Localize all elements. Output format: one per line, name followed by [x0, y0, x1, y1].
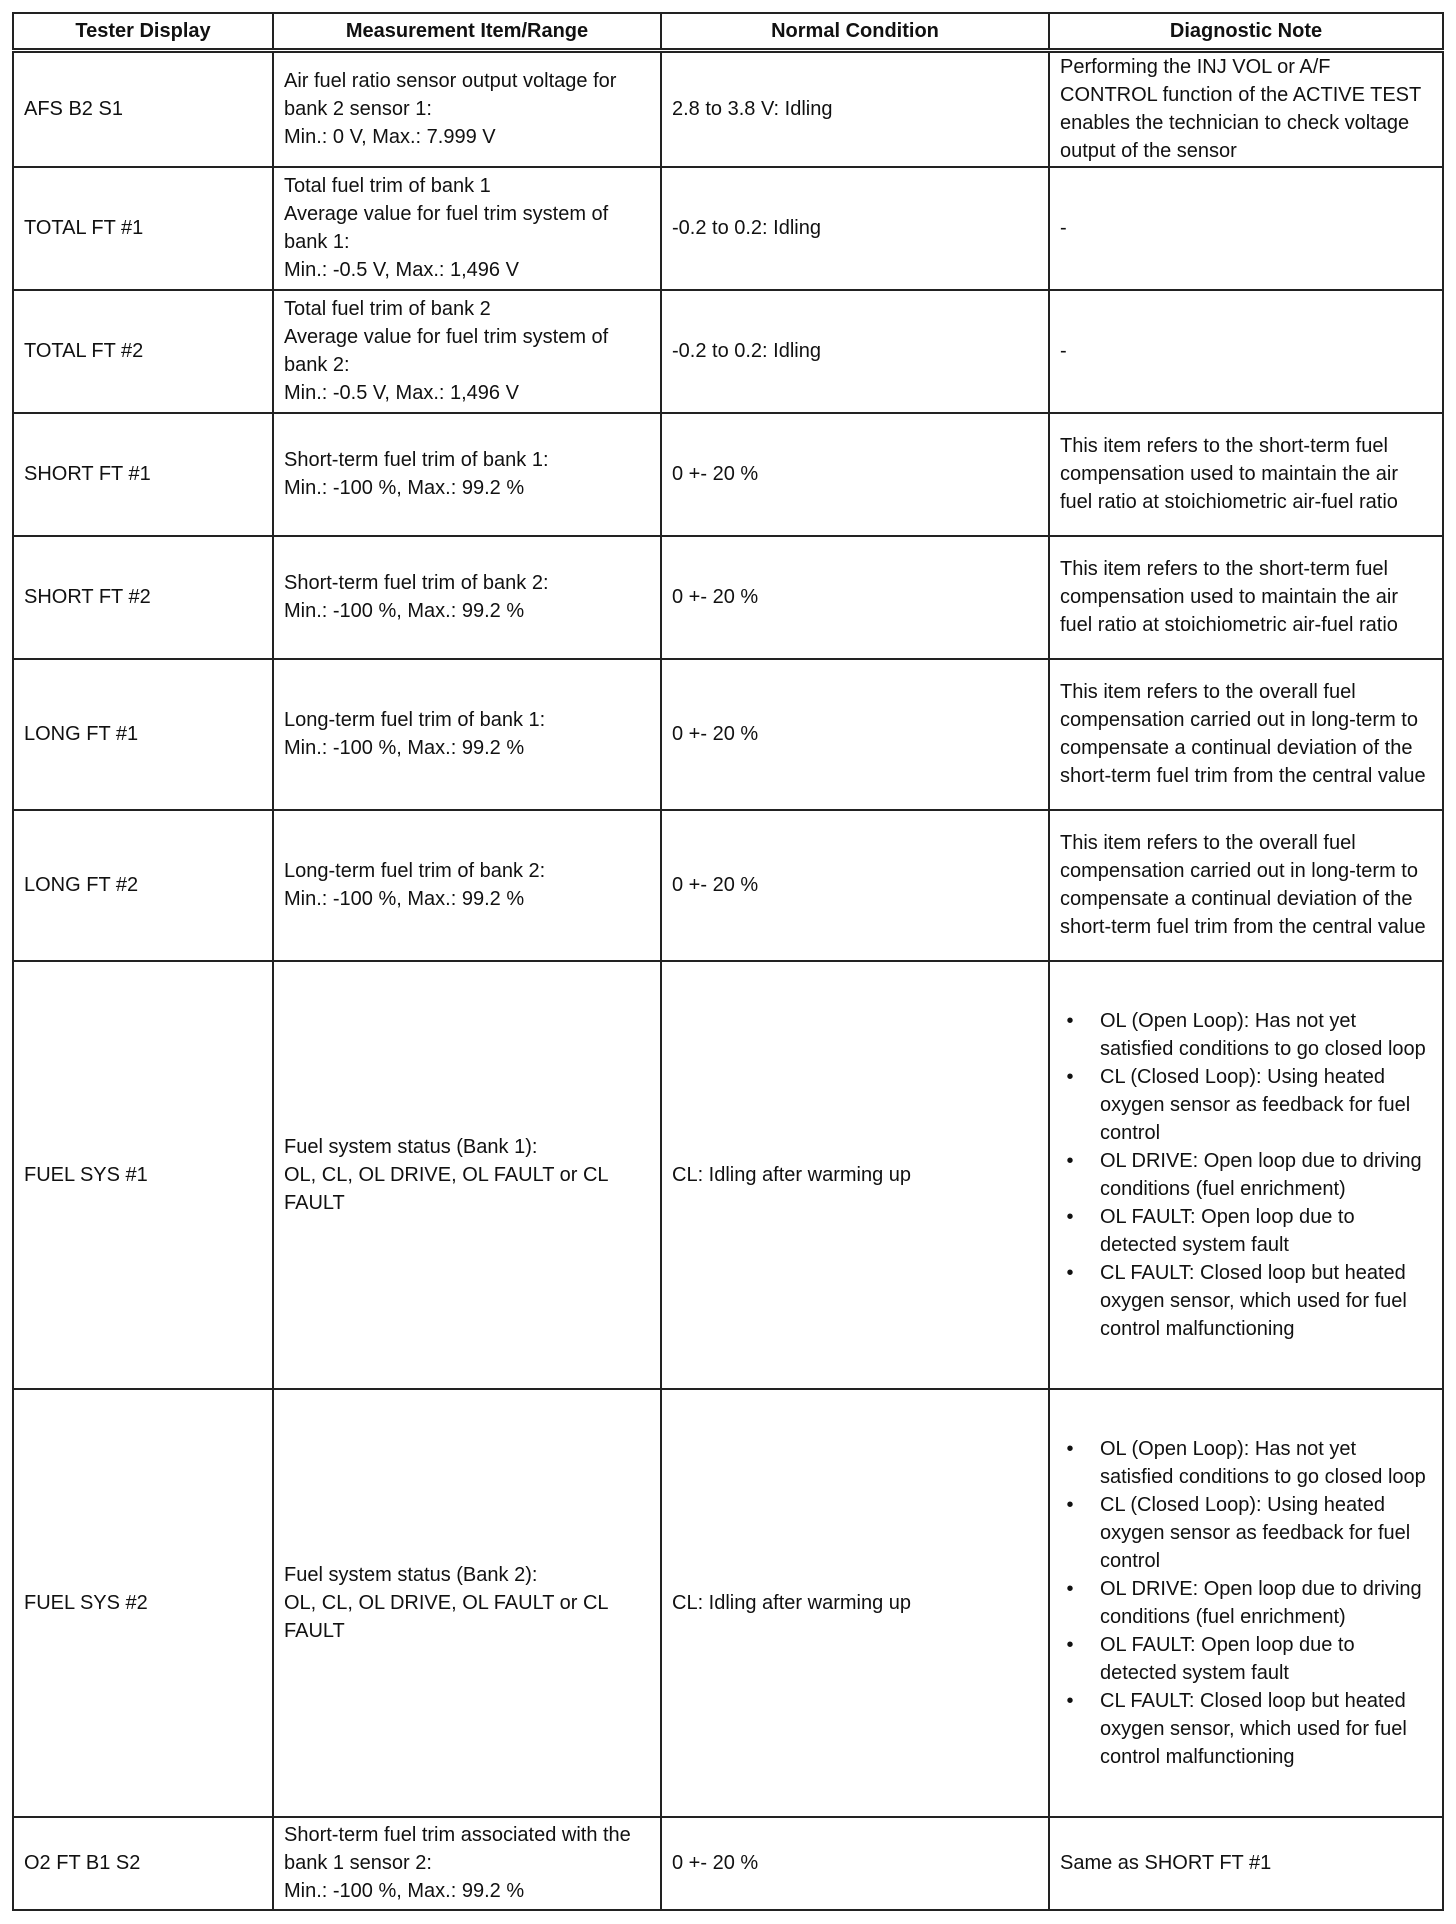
- measurement-line: Min.: -100 %, Max.: 99.2 %: [284, 888, 525, 910]
- measurement-line: Air fuel ratio sensor output voltage for bank 2 sensor 1:: [284, 70, 617, 121]
- measurement-line: Average value for fuel trim system of bank 1:: [284, 203, 609, 253]
- header-row: [13, 13, 1443, 51]
- tester-display-cell: SHORT FT #1: [13, 413, 273, 536]
- bullet-list: [1060, 1435, 1432, 1771]
- normal-condition-cell: -0.2 to 0.2: Idling: [661, 290, 1049, 413]
- bullet-icon: •: [1066, 1437, 1074, 1460]
- bullet-icon: •: [1066, 1493, 1074, 1516]
- list-item: [1060, 1687, 1432, 1771]
- measurement-line: OL, CL, OL DRIVE, OL FAULT or CL FAULT: [284, 1591, 608, 1642]
- bullet-list: [1060, 1007, 1432, 1343]
- normal-condition-cell: 0 +- 20 %: [661, 413, 1049, 536]
- measurement-line: Fuel system status (Bank 1):: [284, 1135, 538, 1158]
- measurement-line: Long-term fuel trim of bank 2:: [284, 860, 546, 882]
- normal-condition-cell: 0 +- 20 %: [661, 659, 1049, 810]
- table-row: [13, 536, 1443, 659]
- normal-condition-cell: CL: Idling after warming up: [661, 961, 1049, 1389]
- measurement-line: Min.: -100 %, Max.: 99.2 %: [284, 1880, 525, 1902]
- measurement-line: Min.: -100 %, Max.: 99.2 %: [284, 737, 525, 759]
- normal-condition-cell: 0 +- 20 %: [661, 810, 1049, 961]
- list-item: [1060, 1435, 1432, 1491]
- table-row: [13, 167, 1443, 290]
- bullet-icon: •: [1066, 1577, 1074, 1600]
- measurement-cell: [273, 290, 661, 413]
- diagnostic-note-cell: -: [1049, 167, 1443, 290]
- measurement-cell: [273, 167, 661, 290]
- tester-display-cell: LONG FT #2: [13, 810, 273, 961]
- list-item: [1060, 1491, 1432, 1575]
- table-row: [13, 1817, 1443, 1910]
- list-item: [1060, 1575, 1432, 1631]
- measurement-line: Short-term fuel trim associated with the bank 1 sensor 2:: [284, 1824, 631, 1874]
- table-row: [13, 290, 1443, 413]
- list-item-text: OL FAULT: Open loop due to detected system fault: [1100, 1633, 1355, 1684]
- list-item: [1060, 1147, 1432, 1203]
- bullet-icon: •: [1066, 1633, 1074, 1656]
- normal-condition-cell: 2.8 to 3.8 V: Idling: [661, 51, 1049, 167]
- measurement-line: Average value for fuel trim system of bank 2:: [284, 326, 609, 376]
- normal-condition-cell: -0.2 to 0.2: Idling: [661, 167, 1049, 290]
- diagnostic-note-cell: Same as SHORT FT #1: [1049, 1817, 1443, 1910]
- table-row: [13, 659, 1443, 810]
- tester-data-table: [12, 12, 1444, 1911]
- header-tester-display: Tester Display: [13, 13, 273, 51]
- list-item-text: CL FAULT: Closed loop but heated oxygen sensor, which used for fuel control malfunctioning: [1100, 1261, 1407, 1340]
- diagnostic-note-cell: This item refers to the overall fuel compensation carried out in long-term to compensate a continual deviation of the short-term fuel trim from the central value: [1049, 659, 1443, 810]
- table-row: [13, 413, 1443, 536]
- measurement-cell: [273, 961, 661, 1389]
- bullet-icon: •: [1066, 1261, 1074, 1284]
- measurement-line: Min.: -0.5 V, Max.: 1,496 V: [284, 259, 519, 281]
- measurement-cell: [273, 51, 661, 167]
- list-item-text: OL FAULT: Open loop due to detected system fault: [1100, 1205, 1355, 1256]
- table-row: [13, 961, 1443, 1389]
- measurement-cell: [273, 536, 661, 659]
- measurement-line: Min.: -100 %, Max.: 99.2 %: [284, 477, 525, 499]
- measurement-line: Total fuel trim of bank 2: [284, 298, 491, 320]
- diagnostic-note-cell: [1049, 1389, 1443, 1817]
- list-item: [1060, 1063, 1432, 1147]
- list-item: [1060, 1259, 1432, 1343]
- bullet-icon: •: [1066, 1065, 1074, 1088]
- list-item: [1060, 1007, 1432, 1063]
- list-item-text: OL (Open Loop): Has not yet satisfied conditions to go closed loop: [1100, 1009, 1426, 1060]
- measurement-cell: [273, 413, 661, 536]
- normal-condition-cell: 0 +- 20 %: [661, 1817, 1049, 1910]
- measurement-cell: [273, 810, 661, 961]
- tester-display-cell: AFS B2 S1: [13, 51, 273, 167]
- header-diagnostic-note: Diagnostic Note: [1049, 13, 1443, 51]
- table-row: [13, 51, 1443, 167]
- tester-display-cell: FUEL SYS #2: [13, 1389, 273, 1817]
- measurement-line: Total fuel trim of bank 1: [284, 175, 491, 197]
- tester-display-cell: TOTAL FT #2: [13, 290, 273, 413]
- bullet-icon: •: [1066, 1689, 1074, 1712]
- measurement-cell: [273, 1817, 661, 1910]
- table-row: [13, 1389, 1443, 1817]
- tester-display-cell: FUEL SYS #1: [13, 961, 273, 1389]
- tester-display-cell: TOTAL FT #1: [13, 167, 273, 290]
- list-item: [1060, 1631, 1432, 1687]
- measurement-line: Min.: -0.5 V, Max.: 1,496 V: [284, 382, 519, 404]
- list-item-text: OL DRIVE: Open loop due to driving conditions (fuel enrichment): [1100, 1149, 1422, 1200]
- list-item-text: CL (Closed Loop): Using heated oxygen sensor as feedback for fuel control: [1100, 1493, 1411, 1572]
- measurement-cell: [273, 659, 661, 810]
- bullet-icon: •: [1066, 1205, 1074, 1228]
- diagnostic-note-cell: [1049, 961, 1443, 1389]
- bullet-icon: •: [1066, 1149, 1074, 1172]
- diagnostic-note-cell: This item refers to the short-term fuel compensation used to maintain the air fuel ratio at stoichiometric air-fuel ratio: [1049, 536, 1443, 659]
- header-measurement: Measurement Item/Range: [273, 13, 661, 51]
- list-item-text: CL FAULT: Closed loop but heated oxygen sensor, which used for fuel control malfunctioning: [1100, 1689, 1407, 1768]
- measurement-line: Min.: 0 V, Max.: 7.999 V: [284, 126, 496, 149]
- list-item-text: CL (Closed Loop): Using heated oxygen sensor as feedback for fuel control: [1100, 1065, 1411, 1144]
- measurement-cell: [273, 1389, 661, 1817]
- header-normal-condition: Normal Condition: [661, 13, 1049, 51]
- diagnostic-note-cell: -: [1049, 290, 1443, 413]
- diagnostic-note-cell: Performing the INJ VOL or A/F CONTROL function of the ACTIVE TEST enables the technician to check voltage output of the sensor: [1049, 51, 1443, 167]
- measurement-line: Short-term fuel trim of bank 2:: [284, 572, 549, 594]
- tester-display-cell: LONG FT #1: [13, 659, 273, 810]
- measurement-line: Min.: -100 %, Max.: 99.2 %: [284, 600, 525, 622]
- measurement-line: Fuel system status (Bank 2):: [284, 1563, 538, 1586]
- normal-condition-cell: CL: Idling after warming up: [661, 1389, 1049, 1817]
- diagnostic-note-cell: This item refers to the overall fuel compensation carried out in long-term to compensate a continual deviation of the short-term fuel trim from the central value: [1049, 810, 1443, 961]
- list-item: [1060, 1203, 1432, 1259]
- bullet-icon: •: [1066, 1009, 1074, 1032]
- list-item-text: OL DRIVE: Open loop due to driving conditions (fuel enrichment): [1100, 1577, 1422, 1628]
- table-row: [13, 810, 1443, 961]
- normal-condition-cell: 0 +- 20 %: [661, 536, 1049, 659]
- diagnostic-note-cell: This item refers to the short-term fuel compensation used to maintain the air fuel ratio at stoichiometric air-fuel ratio: [1049, 413, 1443, 536]
- list-item-text: OL (Open Loop): Has not yet satisfied conditions to go closed loop: [1100, 1437, 1426, 1488]
- tester-display-cell: O2 FT B1 S2: [13, 1817, 273, 1910]
- measurement-line: Short-term fuel trim of bank 1:: [284, 449, 549, 471]
- tester-display-cell: SHORT FT #2: [13, 536, 273, 659]
- measurement-line: OL, CL, OL DRIVE, OL FAULT or CL FAULT: [284, 1163, 608, 1214]
- measurement-line: Long-term fuel trim of bank 1:: [284, 709, 546, 731]
